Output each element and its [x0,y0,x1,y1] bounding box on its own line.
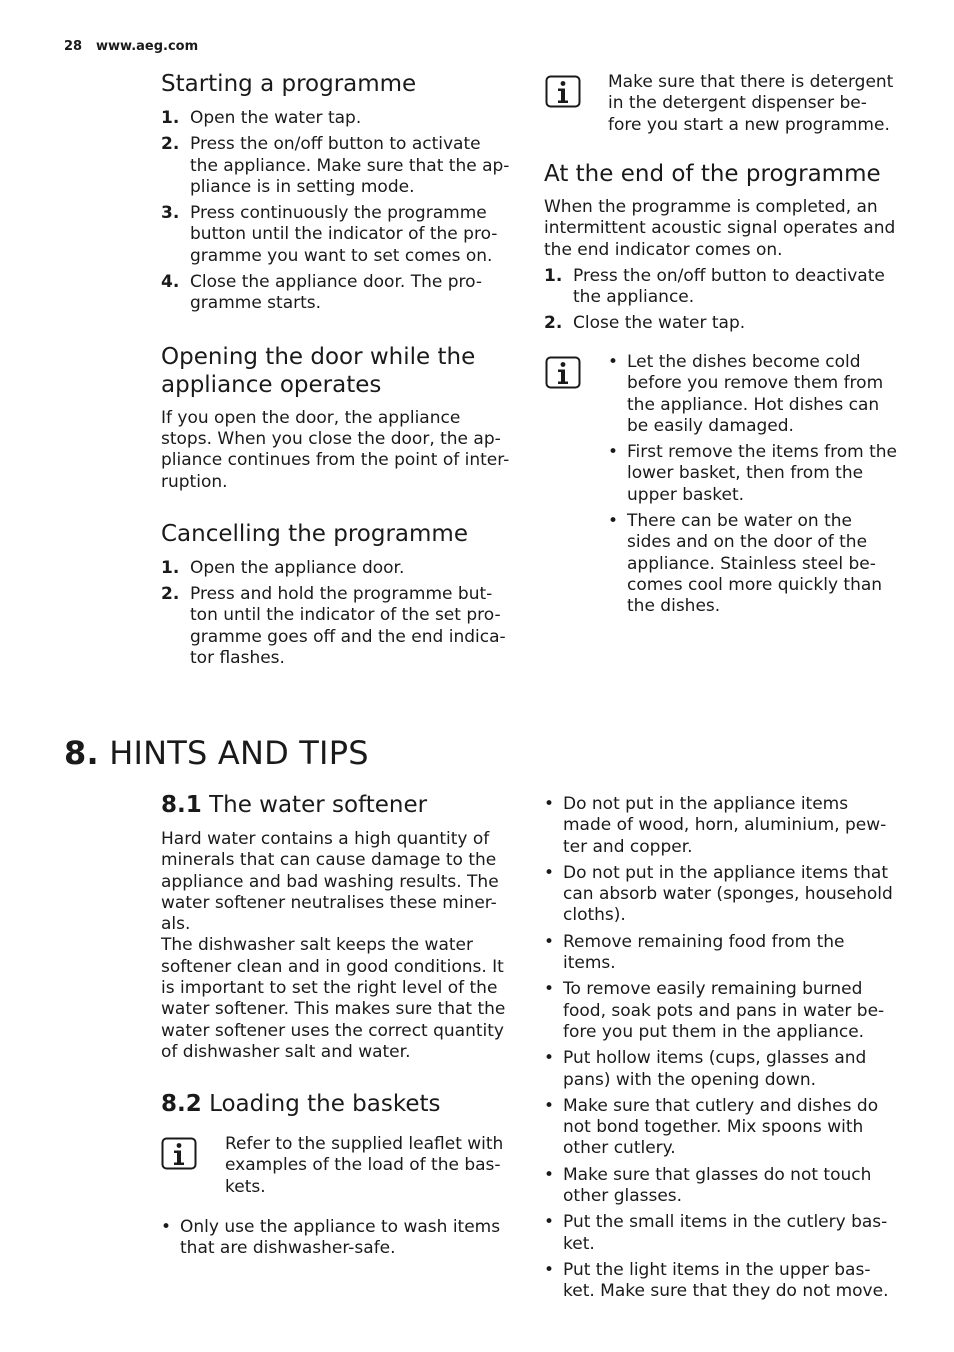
softener-para1: Hard water contains a high quantity of minerals that can cause damage to the appliance and bad washing results. The water softener neutralises these miner- als. [161,829,499,935]
loading-bullets [161,1217,513,1260]
page-number: 28 [64,39,83,54]
end-title: At the end of the programme [544,161,881,187]
list-item: • Put the light items in the upper bas- ket. Make sure that they do not move. [544,1259,889,1302]
detergent-note: Make sure that there is detergent in the detergent dispenser be- fore you start a new programme. [608,72,894,135]
list-item: • Make sure that glasses do not touch other glasses. [544,1164,872,1207]
list-item: 2. Press the on/off button to activate the appliance. Make sure that the ap- pliance is in setting mode. [161,134,510,197]
list-item: • To remove easily remaining burned food, soak pots and pans in water be- fore you put them in the appliance. [544,979,885,1042]
list-item: • Let the dishes become cold before you remove them from the appliance. Hot dishes can be easily damaged. [608,352,884,436]
cancelling-title: Cancelling the programme [161,520,468,547]
info-icon [545,75,581,108]
list-item: 1. Open the appliance door. [161,557,405,578]
loading-note: Refer to the supplied leaflet with examples of the load of the bas- kets. [225,1134,504,1197]
list-item: • Do not put in the appliance items that can absorb water (sponges, household cloths). [544,862,893,926]
opening-text: If you open the door, the appliance stops. When you close the door, the ap- pliance continues from the point of inter- ruption. [161,407,510,492]
right-column-upper [544,160,898,340]
end-steps [544,266,898,335]
starting-title: Starting a programme [161,71,417,97]
list-item: • First remove the items from the lower basket, then from the upper basket. [608,442,897,505]
loading-title: 8.2 Loading the baskets [161,1091,441,1118]
list-item: • Do not put in the appliance items made of wood, horn, aluminium, pew- ter and copper. [544,794,887,857]
list-item: 2. Press and hold the programme but- ton until the indicator of the set pro- gramme goes off and the end indica- tor flashes. [161,584,506,669]
list-item: 1. Press the on/off button to deactivate the appliance. [544,265,885,308]
list-item: • There can be water on the sides and on the door of the appliance. Stainless steel be- comes cool more quickly than the dishes. [608,511,883,617]
left-column-upper [161,70,513,674]
section-title: 8. HINTS AND TIPS [64,734,369,772]
list-item: • Only use the appliance to wash items that are dishwasher-safe. [161,1217,501,1259]
list-item: 3. Press continuously the programme button until the indicator of the pro- gramme you want to set comes on. [161,203,498,266]
list-item: • Make sure that cutlery and dishes do not bond together. Mix spoons with other cutlery. [544,1095,879,1159]
end-note [608,352,898,623]
end-note-bullets [608,352,898,618]
list-item: • Put the small items in the cutlery bas- ket. [544,1212,888,1254]
cancelling-steps [161,558,513,669]
list-item: • Remove remaining food from the items. [544,931,845,974]
end-text: When the programme is completed, an intermittent acoustic signal operates and the end indicator comes on. [544,197,896,260]
list-item: 4. Close the appliance door. The pro- gramme starts. [161,272,482,314]
tips-column [544,794,898,1308]
list-item: • Put hollow items (cups, glasses and pans) with the opening down. [544,1048,867,1090]
starting-steps [161,108,513,315]
opening-title: Opening the door while the appliance operates [161,343,476,398]
info-icon [545,356,581,389]
loading-bullets-wrap [161,1217,513,1265]
list-item: 2. Close the water tap. [544,313,746,334]
header-url: www.aeg.com [96,39,199,54]
softener-para2: The dishwasher salt keeps the water softener clean and in good conditions. It is important to set the right level of the water softener. This makes sure that the water softener uses the correct quantity of dishwasher salt and water. [161,935,506,1062]
info-icon [161,1137,197,1170]
tips-bullets [544,794,898,1303]
softener-title: 8.1 The water softener [161,792,428,818]
left-column-lower [161,791,513,1118]
list-item: 1. Open the water tap. [161,108,362,128]
